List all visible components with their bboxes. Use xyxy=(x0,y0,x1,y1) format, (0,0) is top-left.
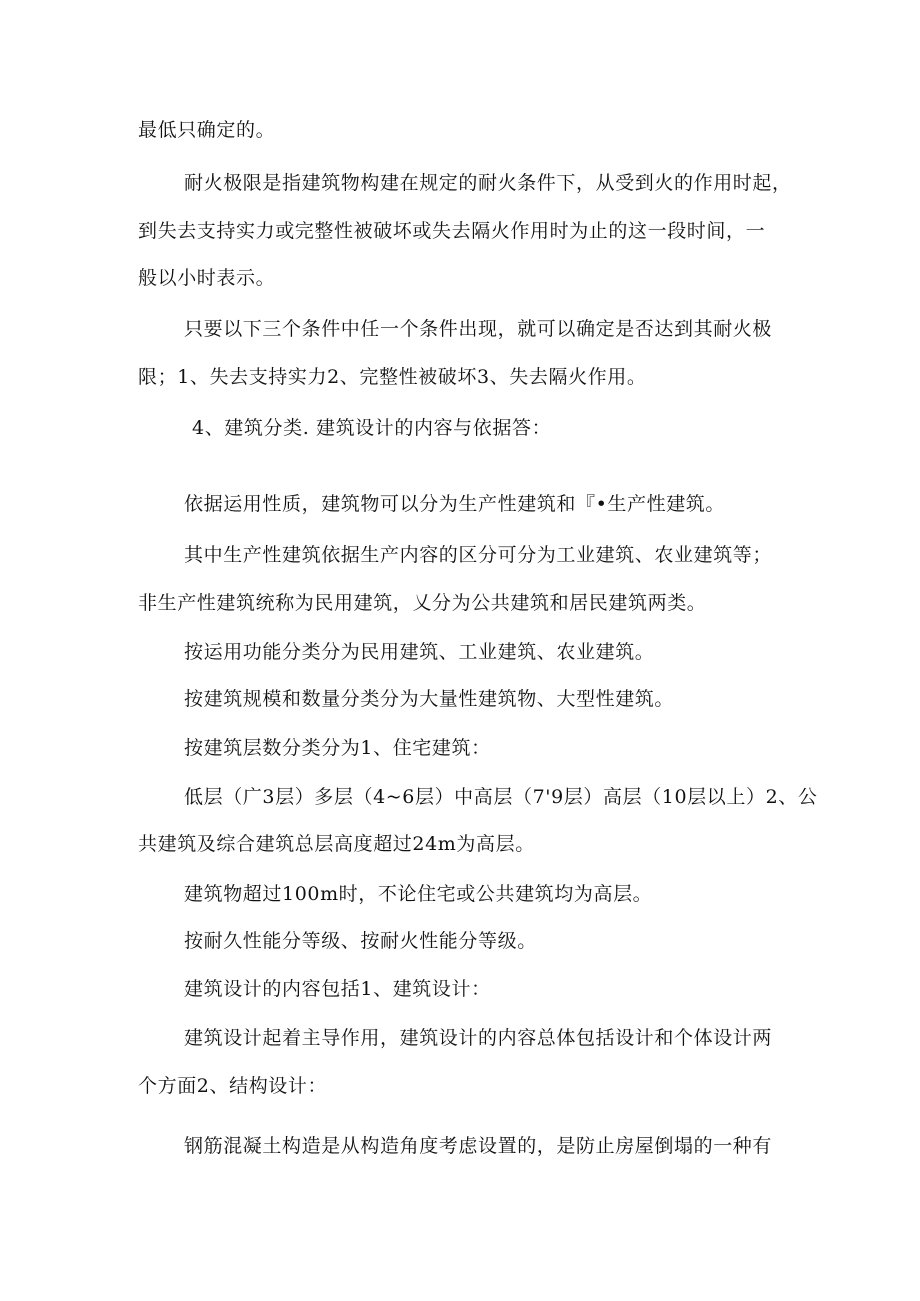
section-heading: 4、建筑分类. 建筑设计的内容与依据答： xyxy=(192,417,552,439)
text-line: 建筑物超过100m时，不论住宅或公共建筑均为高层。 xyxy=(184,883,653,905)
text-line: 按耐久性能分等级、按耐火性能分等级。 xyxy=(184,930,537,952)
text-line: 到失去支持实力或完整性被破坏或失去隔火作用时为止的这一段时间，一 xyxy=(138,220,766,242)
text-line: 建筑设计起着主导作用，建筑设计的内容总体包括设计和个体设计两 xyxy=(184,1027,773,1049)
text-line: 按建筑层数分类分为1、住宅建筑： xyxy=(184,737,491,759)
text-line: 限；1、失去支持实力2、完整性被破坏3、失去隔火作用。 xyxy=(138,366,647,388)
text-line: 低层（广3层）多层（4~6层）中高层（7'9层）高层（10层以上）2、公 xyxy=(184,786,818,808)
text-line: 般以小时表示。 xyxy=(138,267,276,289)
text-line: 只要以下三个条件中任一个条件出现，就可以确定是否达到其耐火极 xyxy=(184,318,773,340)
text-line: 非生产性建筑统称为民用建筑，乂分为公共建筑和居民建筑两类。 xyxy=(138,592,707,614)
text-line: 依据运用性质，建筑物可以分为生产性建筑和『•生产性建筑。 xyxy=(184,493,726,515)
text-line: 建筑设计的内容包括1、建筑设计： xyxy=(184,978,491,1000)
text-line: 其中生产性建筑依据生产内容的区分可分为工业建筑、农业建筑等； xyxy=(184,544,773,566)
text-line: 钢筋混凝土构造是从构造角度考虑设置的，是防止房屋倒塌的一种有 xyxy=(184,1135,773,1157)
text-line: 共建筑及综合建筑总层高度超过24m为高层。 xyxy=(138,833,535,855)
text-line: 耐火极限是指建筑物构建在规定的耐火条件下，从受到火的作用时起， xyxy=(184,172,792,194)
text-line: 按运用功能分类分为民用建筑、工业建筑、农业建筑。 xyxy=(184,641,655,663)
text-line: 最低只确定的。 xyxy=(138,119,276,141)
text-line: 个方面2、结构设计： xyxy=(138,1075,328,1097)
text-line: 按建筑规模和数量分类分为大量性建筑物、大型性建筑。 xyxy=(184,688,675,710)
